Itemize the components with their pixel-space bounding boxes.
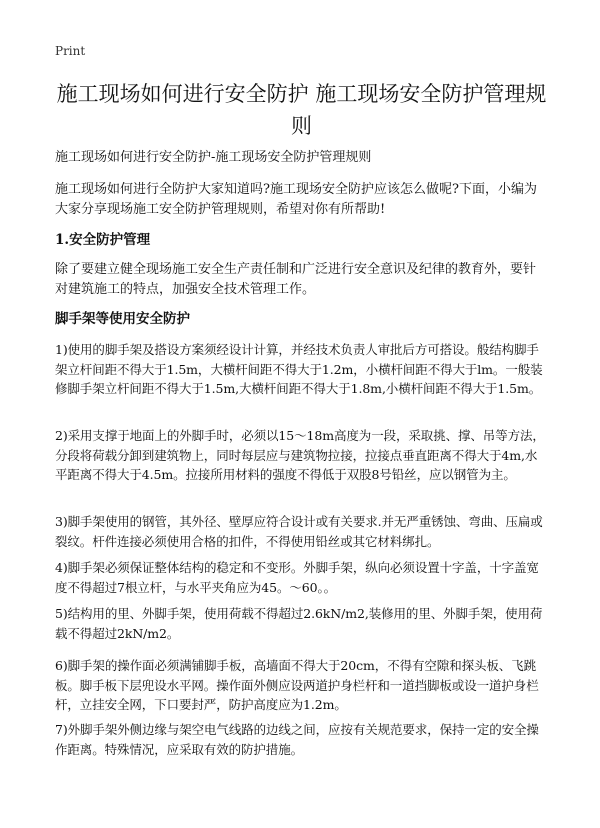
print-label: Print [55, 44, 86, 58]
subtitle: 施工现场如何进行安全防护-施工现场安全防护管理规则 [55, 150, 372, 165]
list-item: 4)脚手架必须保证整体结构的稳定和不变形。外脚手架，纵向必须设置十字盖，十字盖宽度不得超过7根立杆，与水平夹角应为45。～60。。 [55, 560, 539, 595]
list-item: 5)结构用的里、外脚手架，使用荷载不得超过2.6kN/m2,装修用的里、外脚手架，使用荷载不得超过2kN/m2。 [55, 606, 543, 641]
page-title: 施工现场如何进行安全防护 施工现场安全防护管理规则 [56, 82, 547, 138]
list-item: 3)脚手架使用的钢管，其外径、壁厚应符合设计或有关要求.并无严重锈蚀、弯曲、压扁或裂纹。杆件连接必须使用合格的扣件，不得使用铅丝或其它材料绑扎。 [55, 514, 543, 549]
intro-paragraph: 施工现场如何进行全防护大家知道吗?施工现场安全防护应该怎么做呢?下面，小编为大家分享现场施工安全防护管理规则，希望对你有所帮助! [55, 182, 537, 217]
section-paragraph: 除了要建立健全现场施工安全生产责任制和广泛进行安全意识及纪律的教育外，要针对建筑施工的特点，加强安全技术管理工作。 [55, 262, 537, 297]
section-heading: 1.安全防护管理 [55, 232, 151, 248]
list-item: 6)脚手架的操作面必须满铺脚手板，高墙面不得大于20cm，不得有空隙和探头板、飞跳板。脚手板下层兜设水平网。操作面外侧应设两道护身栏杆和一道挡脚板或设一道护身栏杆，立挂安全网，下口要封严，防护高度应为1.2m。 [55, 658, 539, 712]
list-item: 7)外脚手架外侧边缘与架空电气线路的边线之间，应按有关规范要求，保持一定的安全操作距离。特殊情况，应采取有效的防护措施。 [55, 722, 539, 757]
subsection-heading: 脚手架等使用安全防护 [55, 311, 190, 327]
list-item: 1)使用的脚手架及搭设方案须经设计计算，并经技术负责人审批后方可搭设。般结构脚手架立杆间距不得大于1.5m，大横杆间距不得大于1.2m，小横杆间距不得大于lm。一般装修脚手架立杆间距不得大于1.5m,大横杆间距不得大于1.8m,小横杆间距不得大于1.5m。 [55, 342, 543, 396]
list-item: 2)采用支撑于地面上的外脚手时，必须以15～18m高度为一段，采取挑、撑、吊等方法，分段将荷载分卸到建筑物上，同时每层应与建筑物拉接，拉接点垂直距离不得大于4m,水平距离不得大于4.5m。拉接所用材料的强度不得低于双股8号铅丝，应以钢管为主。 [55, 428, 545, 482]
